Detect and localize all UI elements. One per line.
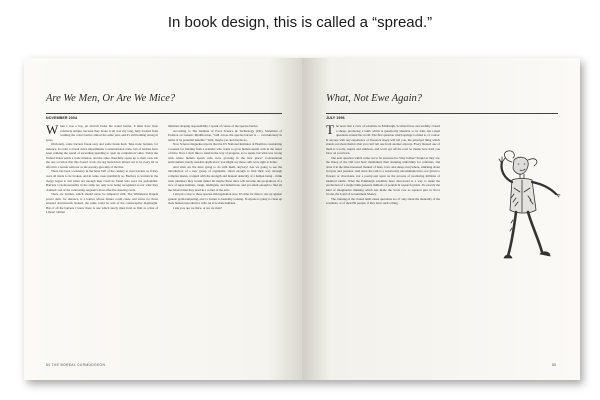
- paragraph: Obviously, some barriers break easy and some break hard. Take trade barriers, for instance. In order to break down impediments to international trade, lots of nations have been walking the sound of exceeding spending to open up competitors' sides. Today the United States sends a trade mission, and the other cheerfully opens up to their own. On the one occasion that this doesn't work, the Ag branch has turned out to be every bit as effective a barrier remover as the seventy-gun ship of the line.: [46, 142, 158, 169]
- right-page-column-1: [326, 124, 440, 206]
- paragraph: The cunning of the cloned lamb raises questions too, if only about the mentality of the scientists, or of their PR people, if they have such a thing.: [326, 196, 440, 206]
- left-dropcap: W: [46, 122, 59, 137]
- right-page-date: JULY 1996: [326, 116, 345, 120]
- book-spread: [24, 58, 580, 380]
- paragraph: There are barriers which should never be tampered with. The Whitehorse Rapids power dam, for instance, is a barrier whose failure could cause real stress for those situated downstream. Indeed, the same could be said of the contraceptive diaphragm. But of all the barriers I know there is one which surely must hold as firm as a line of Liberal cabinet: [46, 192, 158, 215]
- caption: In book design, this is called a “spread.”: [167, 14, 433, 31]
- left-page-folio: 84 THE BOREAL CURMUDGEON: [46, 363, 106, 367]
- paragraph: I ask you, are we mice, or are we men?: [173, 205, 223, 210]
- paragraph: The next question which come out to be answered is: Why bother? Stupid as they are, the sheep of the Old lord have maintained their stunning uniformity for centuries, and done it in the time-honoured manner of lusts, love, and sheep everywhere, smirking about in byres and pastures. And since the ram is a notoriously uncommunicative, not given to flowers or chocolates, not a poetry-rest upon us the process of producing millions of identical lambs. What the Edinburgh scientists have discovered is a way to make the production of a single lamb generate millions of pounds in research grants. It's exactly the kind of imaginative thinking which has made the Scots rare as squared pies in Nova Scotia, the Land of Government Money.: [326, 155, 440, 197]
- right-page: [302, 58, 580, 380]
- dancing-ram-illustration: [498, 148, 568, 278]
- right-page-folio: 85: [552, 363, 557, 367]
- paragraph: ministers shaping responsibility. I speak of course of the species barrier.: [168, 124, 259, 128]
- paragraph: Now Science magazine reports that the US National Institutes of Health is considering a request for funding from a scientist who wants to grow human sperm cells in the testes of mice. Now I don't like to stand in the way of progress, so to speak, but what was wrong with where human sperm cells were growing in the first place? Conventional environment, handy reusable applicators: you might say those cells were right at home.: [168, 142, 282, 165]
- paragraph: I am put a stop to these species-miscegenation now. It's time for men to rise up against genetic germ-tampering, erect a barrier to bestiality looking. If anyone is going to clean up male human reproductive cells, let it be male humans.: [168, 192, 282, 206]
- left-page: [24, 58, 302, 380]
- left-page-column-1: [46, 124, 158, 215]
- left-page-date: NOVEMBER 2004: [46, 116, 78, 120]
- paragraph: hen I was a boy, jet aircraft broke the sound barrier. It must have been relatively simple, because they broke it all over my long, felty tracked from walking the colors barrier almost the same year, and it's still holding strong in spots.: [46, 124, 158, 142]
- right-dropcap: T: [326, 122, 334, 137]
- paragraph: he news that a crew of scientists in Edinburgh, Scotland have successfully cloned a sheep, producing a lamb which is genetically identical to its dam, has raised questions around the world. The first question which springs to mind is, of course: Is anyone with any experience of livestock sheep will tell you, the principal thing which stands out about them is that you can't tell one from another anyway. Every blessed one of them is woolly, stupid, and stubborn, and won't get off the road no matter how hard you blow on your horn.: [326, 124, 440, 156]
- left-page-column-2: [168, 124, 282, 210]
- left-title-rule: [46, 113, 282, 114]
- paragraph: And what are the mice going to do with them, anyway? Are we going to see the introduction of a new group of organisms, smart enough to find their way through complex mazes, coupled with the strength and manual dexterity of a human being – think what plumbers they would make! Or maybe these mice will become the progenitors of a race of super-humans, tough, intelligent, and industrious, and yet small enough to find all the Liberal men they need in a corner of the attic.: [168, 164, 282, 192]
- left-page-title: Are We Men, Or Are We Mice?: [46, 93, 176, 104]
- paragraph: According to The Institute of Food Science & Technology (UK), Statement of Position on Genetic Modification, “GM across the species barrier is … revolutionary in terms of its potential benefits.” Well, maybe yes and maybe no.: [168, 128, 282, 142]
- right-page-title: What, Not Ewe Again?: [326, 93, 423, 104]
- right-title-rule: [326, 113, 558, 114]
- paragraph: There has been a tendency in the latter half of the century to treat barriers as if they were all made to be broken, and in some cases justifiably so. Barriers to women in the clergy began to fall when not enough men could be found who were not pedophiles. Barriers to homosexuality in the army are only now being recognized as not what they claimed: one of the contrasting sergeant's most effective drawing cards.: [46, 169, 158, 192]
